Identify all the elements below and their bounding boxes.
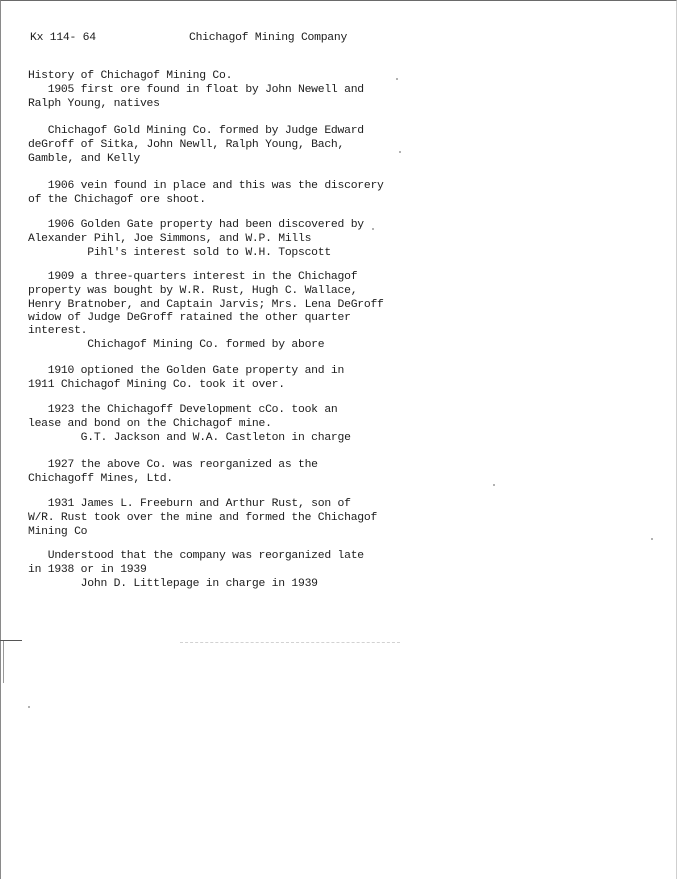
body-line: W/R. Rust took over the mine and formed the Chichagof bbox=[28, 512, 378, 524]
document-id: Kx 114- 64 bbox=[30, 32, 96, 44]
body-line: 1905 first ore found in float by John Newell and bbox=[28, 84, 364, 96]
body-line: History of Chichagof Mining Co. bbox=[28, 70, 233, 82]
body-line: Chichagof Gold Mining Co. formed by Judge Edward bbox=[28, 125, 364, 137]
scan-speck bbox=[399, 151, 401, 153]
body-line: Chichagoff Mines, Ltd. bbox=[28, 473, 173, 485]
body-line: 1906 Golden Gate property had been discovered by bbox=[28, 219, 364, 231]
body-line: Mining Co bbox=[28, 526, 88, 538]
body-line: 1910 optioned the Golden Gate property and in bbox=[28, 365, 345, 377]
scan-speck bbox=[396, 78, 398, 80]
scan-speck bbox=[372, 228, 374, 230]
body-line: Gamble, and Kelly bbox=[28, 153, 140, 165]
body-line: widow of Judge DeGroff ratained the other quarter bbox=[28, 312, 351, 324]
body-line: Chichagof Mining Co. formed by abore bbox=[28, 339, 325, 351]
body-line: property was bought by W.R. Rust, Hugh C. Wallace, bbox=[28, 285, 358, 297]
body-line: 1927 the above Co. was reorganized as the bbox=[28, 459, 318, 471]
body-line: lease and bond on the Chichagof mine. bbox=[28, 418, 272, 430]
body-line: G.T. Jackson and W.A. Castleton in charge bbox=[28, 432, 351, 444]
body-line: 1931 James L. Freeburn and Arthur Rust, son of bbox=[28, 498, 351, 510]
body-line: 1923 the Chichagoff Development cCo. took an bbox=[28, 404, 338, 416]
margin-tick bbox=[3, 641, 4, 683]
body-line: 1909 a three-quarters interest in the Chichagof bbox=[28, 271, 358, 283]
body-line: Understood that the company was reorganized late bbox=[28, 550, 364, 562]
document-title: Chichagof Mining Company bbox=[189, 32, 348, 44]
body-line: deGroff of Sitka, John Newll, Ralph Young, Bach, bbox=[28, 139, 345, 151]
scan-speck bbox=[28, 706, 30, 708]
faint-scan-line bbox=[180, 642, 400, 643]
body-line: 1906 vein found in place and this was the discorery bbox=[28, 180, 384, 192]
body-line: Ralph Young, natives bbox=[28, 98, 160, 110]
body-line: interest. bbox=[28, 325, 88, 337]
scan-speck bbox=[493, 484, 495, 486]
body-line: Alexander Pihl, Joe Simmons, and W.P. Mills bbox=[28, 233, 312, 245]
scan-speck bbox=[651, 538, 653, 540]
body-line: Henry Bratnober, and Captain Jarvis; Mrs. Lena DeGroff bbox=[28, 299, 384, 311]
body-line: in 1938 or in 1939 bbox=[28, 564, 147, 576]
body-line: of the Chichagof ore shoot. bbox=[28, 194, 206, 206]
body-line: Pihl's interest sold to W.H. Topscott bbox=[28, 247, 331, 259]
body-line: 1911 Chichagof Mining Co. took it over. bbox=[28, 379, 285, 391]
body-line: John D. Littlepage in charge in 1939 bbox=[28, 578, 318, 590]
